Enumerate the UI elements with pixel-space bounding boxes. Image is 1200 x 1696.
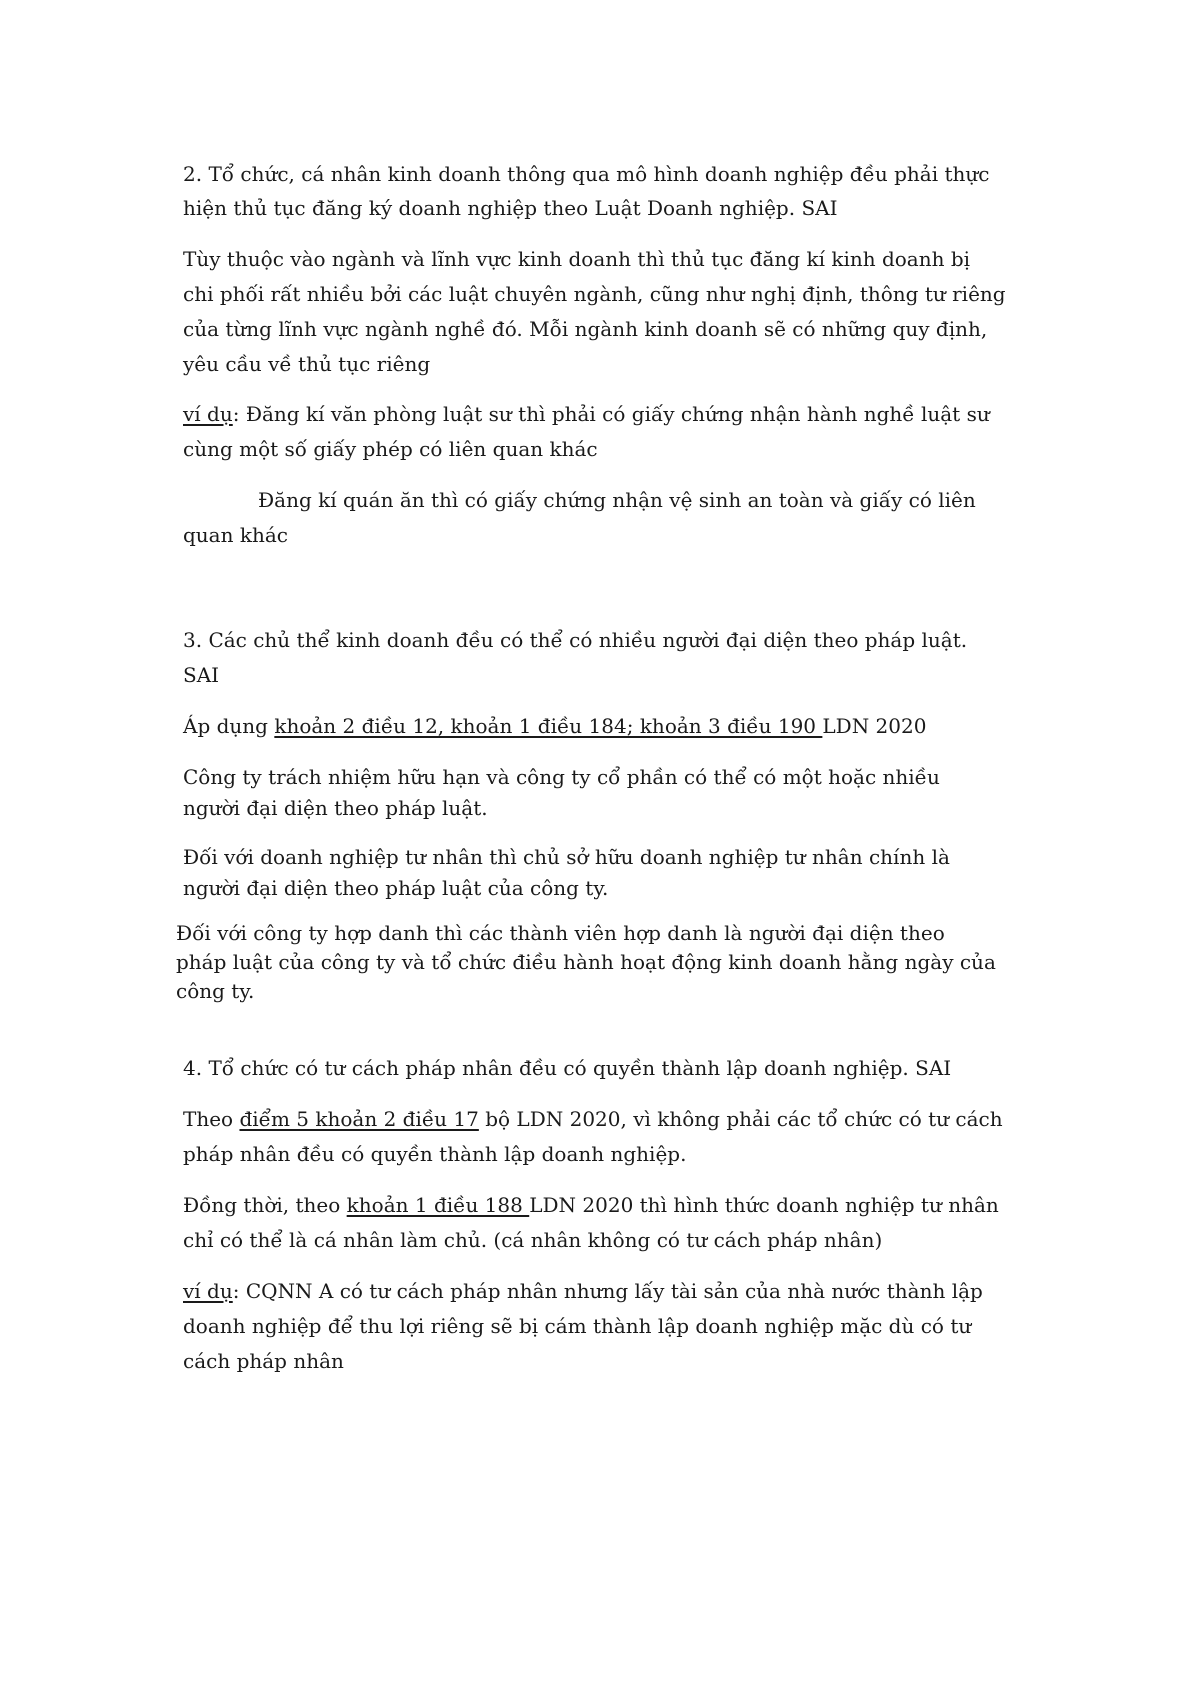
q3-apply-suffix: LDN 2020 — [822, 714, 927, 738]
q2-example2-line-1: Đăng kí quán ăn thì có giấy chứng nhận vệ sinh an toàn và giấy có liên — [258, 488, 976, 512]
q2-paragraph-line-1: Tùy thuộc vào ngành và lĩnh vực kinh doanh thì thủ tục đăng kí kinh doanh bị — [183, 247, 971, 271]
q4-example-label: ví dụ — [183, 1279, 233, 1303]
q3-apply-reference: khoản 2 điều 12, khoản 1 điều 184; khoản 3 điều 190 — [274, 714, 823, 738]
q3-paragraph2-line-1: Đối với doanh nghiệp tư nhân thì chủ sở hữu doanh nghiệp tư nhân chính là — [183, 845, 950, 869]
q3-paragraph1-line-2: người đại diện theo pháp luật. — [183, 796, 488, 820]
q2-example-line-2: cùng một số giấy phép có liên quan khác — [183, 437, 598, 461]
q2-example-line-1 — [183, 400, 990, 428]
q4-example-line-3: cách pháp nhân — [183, 1349, 344, 1373]
q4-paragraph2-line-2: chỉ có thể là cá nhân làm chủ. (cá nhân không có tư cách pháp nhân) — [183, 1228, 883, 1252]
q3-apply-line — [183, 712, 926, 740]
q3-heading-line-1: 3. Các chủ thể kinh doanh đều có thể có nhiều người đại diện theo pháp luật. — [183, 628, 968, 652]
q3-paragraph3-line-2: pháp luật của công ty và tổ chức điều hành hoạt động kinh doanh hằng ngày của — [176, 950, 996, 974]
q4-paragraph1-suffix: bộ LDN 2020, vì không phải các tổ chức có tư cách — [478, 1107, 1003, 1131]
q2-paragraph-line-2: chi phối rất nhiều bởi các luật chuyên ngành, cũng như nghị định, thông tư riêng — [183, 282, 1006, 306]
q3-paragraph2-line-2: người đại diện theo pháp luật của công ty. — [183, 876, 609, 900]
q3-paragraph3-line-3: công ty. — [176, 979, 255, 1003]
q3-paragraph1-line-1: Công ty trách nhiệm hữu hạn và công ty cổ phần có thể có một hoặc nhiều — [183, 765, 940, 789]
q2-example-label: ví dụ — [183, 402, 233, 426]
q2-heading-line-1: 2. Tổ chức, cá nhân kinh doanh thông qua mô hình doanh nghiệp đều phải thực — [183, 162, 990, 186]
q4-heading-line: 4. Tổ chức có tư cách pháp nhân đều có quyền thành lập doanh nghiệp. SAI — [183, 1056, 952, 1080]
q3-apply-prefix: Áp dụng — [183, 714, 275, 738]
q4-example-text: : CQNN A có tư cách pháp nhân nhưng lấy tài sản của nhà nước thành lập — [232, 1279, 983, 1303]
q4-paragraph1-line-2: pháp nhân đều có quyền thành lập doanh nghiệp. — [183, 1142, 687, 1166]
q2-heading-line-2: hiện thủ tục đăng ký doanh nghiệp theo Luật Doanh nghiệp. SAI — [183, 196, 838, 220]
q2-paragraph-line-3: của từng lĩnh vực ngành nghề đó. Mỗi ngành kinh doanh sẽ có những quy định, — [183, 317, 988, 341]
q4-paragraph2-prefix: Đồng thời, theo — [183, 1193, 347, 1217]
q4-paragraph2-reference: khoản 1 điều 188 — [346, 1193, 530, 1217]
q4-paragraph2-suffix: LDN 2020 thì hình thức doanh nghiệp tư nhân — [529, 1193, 999, 1217]
q4-paragraph1-line-1 — [183, 1105, 1003, 1133]
q4-example-line-2: doanh nghiệp để thu lợi riêng sẽ bị cám thành lập doanh nghiệp mặc dù có tư — [183, 1314, 972, 1338]
q2-paragraph-line-4: yêu cầu về thủ tục riêng — [183, 352, 431, 376]
q4-paragraph2-line-1 — [183, 1191, 999, 1219]
q2-example2-line-2: quan khác — [183, 523, 288, 547]
q4-example-line-1 — [183, 1277, 983, 1305]
q3-heading-line-2: SAI — [183, 663, 220, 687]
q3-paragraph3-line-1: Đối với công ty hợp danh thì các thành viên hợp danh là người đại diện theo — [176, 921, 945, 945]
q4-paragraph1-reference: điểm 5 khoản 2 điều 17 — [239, 1107, 479, 1131]
q4-paragraph1-prefix: Theo — [183, 1107, 240, 1131]
q2-example-text: : Đăng kí văn phòng luật sư thì phải có giấy chứng nhận hành nghề luật sư — [232, 402, 990, 426]
